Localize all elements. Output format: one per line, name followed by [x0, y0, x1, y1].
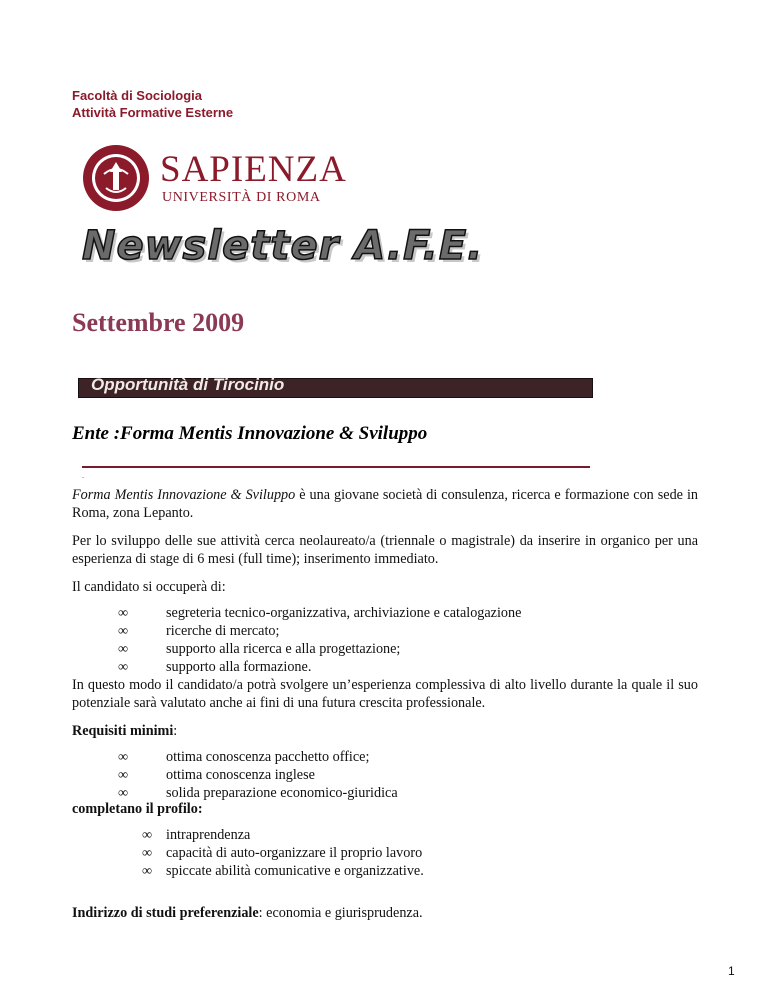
- infinity-bullet-icon: ∞: [118, 749, 129, 765]
- requirement-text: ottima conoscenza inglese: [166, 767, 315, 783]
- duty-text: supporto alla ricerca e alla progettazione;: [166, 641, 401, 657]
- requirement-text: solida preparazione economico-giuridica: [166, 785, 398, 801]
- requirements-heading: [72, 722, 698, 740]
- divider-dot: .: [82, 471, 84, 480]
- infinity-bullet-icon: ∞: [118, 605, 129, 621]
- university-seal-logo: [82, 144, 150, 212]
- university-subtitle: UNIVERSITÀ DI ROMA: [162, 190, 321, 205]
- ente-heading: Ente :Forma Mentis Innovazione & Sviluppo: [72, 423, 428, 444]
- divider-rule: [82, 466, 590, 468]
- company-name: Forma Mentis Innovazione & Sviluppo: [72, 487, 296, 503]
- studies-line: [72, 904, 698, 922]
- office-label: Attività Formative Esterne: [72, 105, 234, 120]
- faculty-label: Facoltà di Sociologia: [72, 88, 203, 103]
- infinity-bullet-icon: ∞: [118, 641, 129, 657]
- infinity-bullet-icon: ∞: [142, 845, 153, 861]
- requirement-text: ottima conoscenza pacchetto office;: [166, 749, 370, 765]
- studies-label: Indirizzo di studi preferenziale: [72, 905, 259, 921]
- profile-heading: completano il profilo:: [72, 801, 203, 817]
- duty-text: supporto alla formazione.: [166, 659, 312, 675]
- infinity-bullet-icon: ∞: [118, 659, 129, 675]
- page-number: 1: [728, 964, 735, 978]
- duty-text: ricerche di mercato;: [166, 623, 280, 639]
- infinity-bullet-icon: ∞: [142, 863, 153, 879]
- requirements-label: Requisiti minimi: [72, 723, 174, 739]
- outcome-paragraph: In questo modo il candidato/a potrà svolgere un’esperienza complessiva di alto livello durante la quale il suo potenziale sarà valutato anche ai fini di una futura crescita professionale.: [72, 677, 698, 711]
- newsletter-title: Newsletter A.F.E.: [82, 223, 484, 269]
- section-banner: [78, 375, 593, 398]
- duty-text: segreteria tecnico-organizzativa, archiviazione e catalogazione: [166, 605, 522, 621]
- infinity-bullet-icon: ∞: [118, 767, 129, 783]
- section-banner-label: Opportunità di Tirocinio: [91, 375, 285, 394]
- university-name: SAPIENZA: [160, 149, 347, 190]
- search-paragraph: Per lo sviluppo delle sue attività cerca neolaureato/a (triennale o magistrale) da inserire in organico per una esperienza di stage di 6 mesi (full time); inserimento immediato.: [72, 533, 698, 567]
- duties-intro: Il candidato si occuperà di:: [72, 579, 226, 595]
- profile-text: capacità di auto-organizzare il proprio lavoro: [166, 845, 423, 861]
- date-heading: Settembre 2009: [72, 308, 245, 337]
- studies-rest: : economia e giurisprudenza.: [258, 905, 423, 921]
- infinity-bullet-icon: ∞: [118, 623, 129, 639]
- intro-rest: è una giovane società di consulenza, ricerca e formazione con sede in Roma, zona Lepanto.: [72, 487, 699, 521]
- profile-text: spiccate abilità comunicative e organizzative.: [166, 863, 424, 879]
- infinity-bullet-icon: ∞: [118, 785, 129, 801]
- infinity-bullet-icon: ∞: [142, 827, 153, 843]
- profile-text: intraprendenza: [166, 827, 251, 843]
- requirements-colon: :: [173, 723, 178, 739]
- intro-paragraph: [72, 486, 698, 522]
